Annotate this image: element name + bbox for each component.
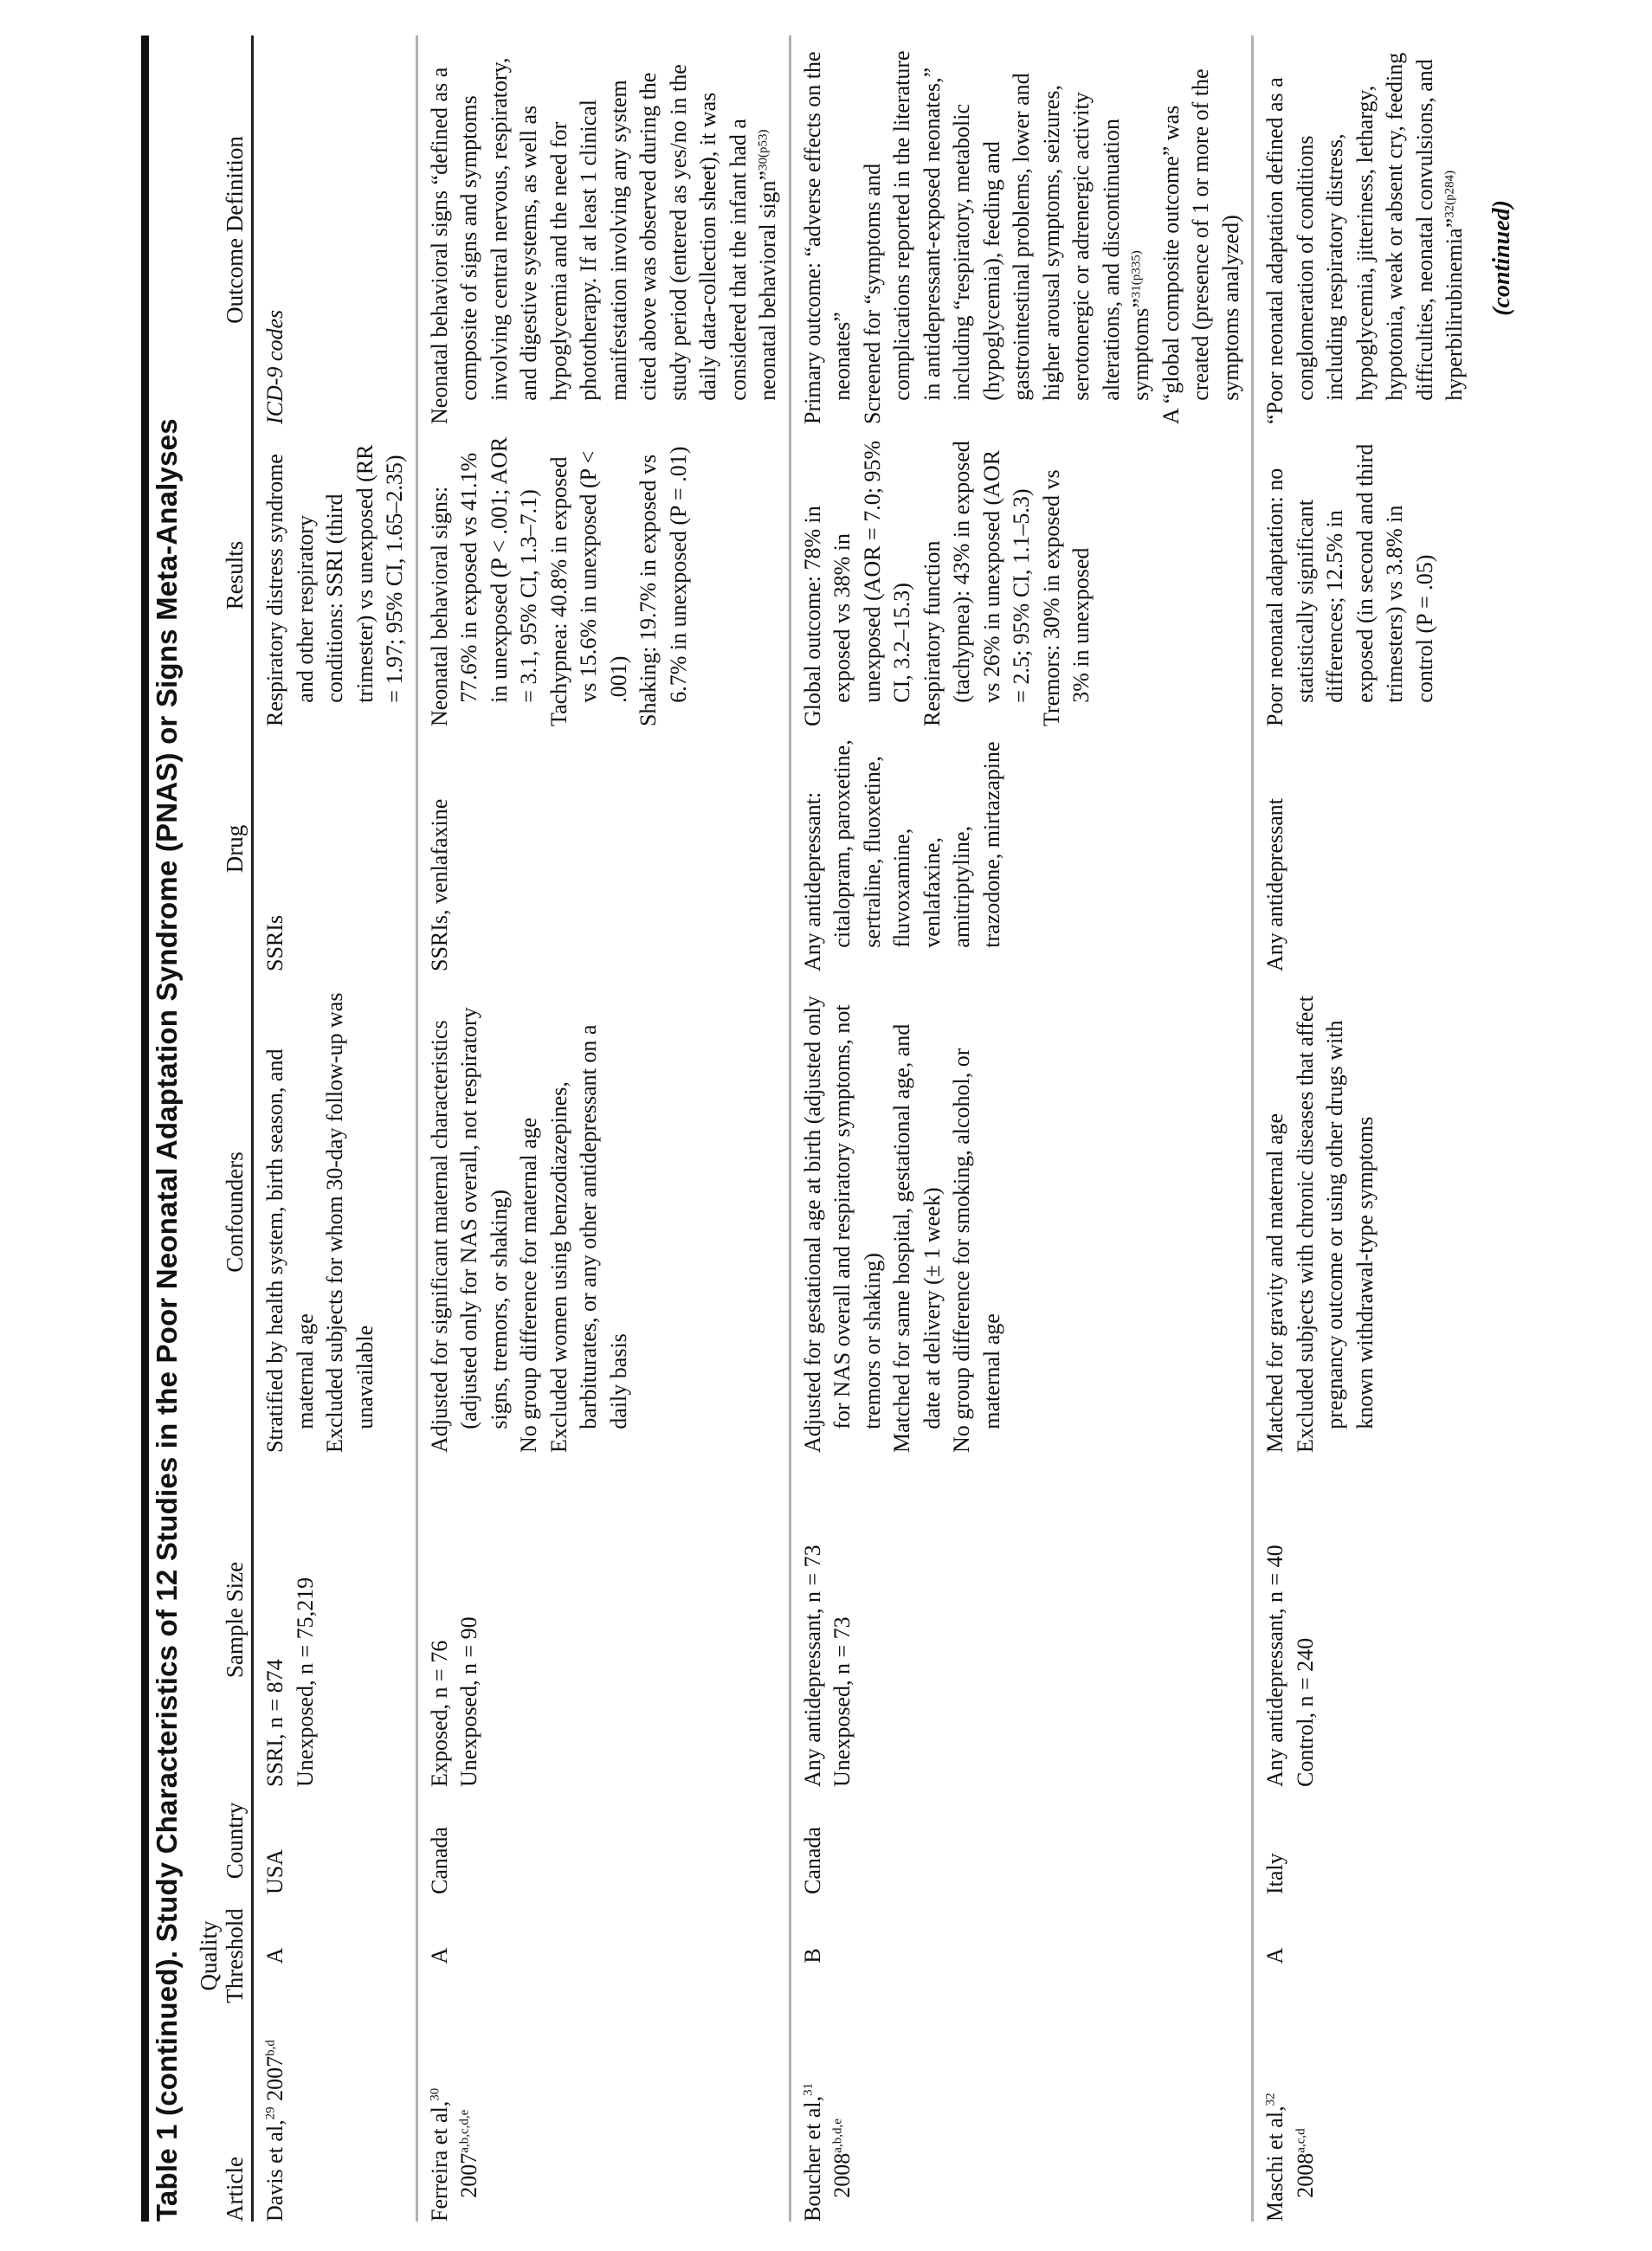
table-flow xyxy=(254,35,1517,2222)
article-year: 2008 xyxy=(1292,2152,1318,2198)
table-row xyxy=(791,35,1255,2222)
paragraph-text: SSRIs, venlafaxine xyxy=(426,798,452,971)
paragraph-text: No group difference for maternal age xyxy=(516,1117,541,1453)
table-header xyxy=(192,35,254,2222)
confounders-paragraph xyxy=(1291,984,1381,1453)
drug-paragraph xyxy=(798,739,1008,971)
article-authors: Boucher et al, xyxy=(799,2095,825,2222)
confounders-paragraph xyxy=(425,984,515,1453)
citation-superscript: 32(p284) xyxy=(1442,170,1457,218)
results-paragraph xyxy=(798,436,918,726)
column-header-label: Sample Size xyxy=(222,1561,248,1679)
column-header-label: Drug xyxy=(222,824,248,874)
sample-size-paragraph xyxy=(455,1465,485,1787)
column-header-label: Results xyxy=(222,540,248,610)
column-header-label: Outcome Definition xyxy=(222,136,248,324)
outcome-cell xyxy=(798,35,1247,424)
article-authors: Ferreira et al, xyxy=(426,2100,452,2222)
article-notes: a,c,d xyxy=(1293,2128,1307,2153)
drug-cell xyxy=(1261,726,1470,971)
paragraph-text: Matched for same hospital, gestational age, and date at delivery (± 1 week) xyxy=(889,1023,945,1453)
sample-size-paragraph xyxy=(291,1465,321,1787)
paragraph-text: Matched for gravity and maternal age xyxy=(1262,1113,1287,1453)
column-header-label: Confounders xyxy=(222,1151,248,1273)
sample-size-paragraph xyxy=(1261,1465,1291,1787)
article-cell xyxy=(261,2017,410,2222)
outcome-paragraph xyxy=(425,48,784,424)
results-paragraph xyxy=(1037,436,1097,726)
country: Canada xyxy=(799,1827,825,1894)
paragraph-text: Neonatal behavioral signs “defined as a composite of signs and symptoms involving central nervous, respiratory, and digestive systems, as well as hypoglycemia and the need for phototherapy. If at least 1 clinical manifestation involving any system cited above was observed during the study period (entered as yes/no in the daily data-collection sheet), it was considered that the infant had a neonatal behavioral sign” xyxy=(426,57,780,424)
country: Canada xyxy=(426,1827,452,1894)
outcome-paragraph xyxy=(1157,48,1247,424)
article-year: 2007 xyxy=(456,2152,481,2198)
article-citation xyxy=(425,2029,485,2222)
quality-threshold: A xyxy=(1262,1947,1287,1964)
paragraph-text: Unexposed, n = 73 xyxy=(829,1616,855,1787)
drug-paragraph xyxy=(425,739,455,971)
table-body xyxy=(254,35,1475,2222)
paragraph-text: Excluded subjects for whom 30-day follow-up was unavailable xyxy=(322,992,378,1453)
paragraph-text: Primary outcome: “adverse effects on the neonates” xyxy=(799,51,855,424)
paragraph-text: Exposed, n = 76 xyxy=(426,1640,452,1787)
column-header xyxy=(192,971,251,1453)
confounders-paragraph xyxy=(798,984,888,1453)
reference-number: 29 xyxy=(263,2106,278,2120)
quality-threshold: A xyxy=(426,1947,452,1964)
confounders-paragraph xyxy=(514,984,545,1453)
outcome-cell xyxy=(1261,35,1470,424)
paragraph-text: Control, n = 240 xyxy=(1292,1637,1318,1787)
country: USA xyxy=(262,1848,287,1894)
confounders-cell xyxy=(261,971,410,1453)
results-cell xyxy=(1261,424,1470,726)
article-year: 2008 xyxy=(829,2152,855,2198)
reference-number: 32 xyxy=(1263,2093,1278,2106)
sample-size-paragraph xyxy=(798,1465,829,1787)
article-cell xyxy=(1261,2017,1470,2222)
table-row xyxy=(418,35,791,2222)
sample-size-cell xyxy=(425,1453,784,1787)
paragraph-text: Excluded women using benzodiazepines, barbiturates, or any other antidepressant on a daily basis xyxy=(545,1024,631,1453)
paragraph-text: Tachypnea: 40.8% in exposed vs 15.6% in unexposed (P < .001) xyxy=(545,450,631,726)
confounders-paragraph xyxy=(887,984,947,1453)
paragraph-text: “Poor neonatal adaptation defined as a conglomeration of conditions including respiratory distress, hypoglycemia, jitteriness, lethargy, hypotonia, weak or absent cry, feeding difficulties, neonatal convulsions, and hyperbilirubinemia” xyxy=(1262,52,1467,424)
column-header-label: Article xyxy=(222,2157,248,2222)
continued-note: (continued) xyxy=(1487,200,1515,316)
paragraph-text: SSRIs xyxy=(262,914,287,971)
paragraph-text: Excluded subjects with chronic diseases that affect pregnancy outcome or using other drugs with known withdrawal-type symptoms xyxy=(1292,995,1378,1453)
reference-number: 30 xyxy=(427,2087,442,2101)
results-cell xyxy=(798,424,1247,726)
paragraph-text: ICD-9 codes xyxy=(262,309,287,424)
paragraph-text: Neonatal behavioral signs: 77.6% in exposed vs 41.1% in unexposed (P < .001; AOR = 3.1, 95% CI, 1.3–7.1) xyxy=(426,436,541,726)
table-row xyxy=(254,35,418,2222)
confounders-paragraph xyxy=(320,984,380,1453)
article-citation xyxy=(1261,2029,1320,2222)
column-header xyxy=(192,35,251,424)
outcome-cell xyxy=(261,35,410,424)
confounders-cell xyxy=(425,971,784,1453)
article-notes: a,b,d,e xyxy=(830,2119,845,2153)
outcome-paragraph xyxy=(1261,48,1470,424)
results-paragraph xyxy=(425,436,545,726)
citation-superscript: 30(p53) xyxy=(756,129,771,171)
drug-cell xyxy=(425,726,784,971)
column-header-label: Quality xyxy=(196,1920,222,1991)
paragraph-text: Poor neonatal adaptation: no statistically significant differences; 12.5% in exposed (in second and third trimesters) vs 3.8% in control (P = .05) xyxy=(1262,443,1437,726)
drug-cell xyxy=(798,726,1247,971)
paragraph-text: Adjusted for gestational age at birth (adjusted only for NAS overall and respiratory symptoms, not tremors or shaking) xyxy=(799,996,885,1453)
sample-size-cell xyxy=(798,1453,1247,1787)
results-cell xyxy=(261,424,410,726)
outcome-paragraph xyxy=(858,48,1157,424)
paragraph-text: Unexposed, n = 75,219 xyxy=(292,1577,318,1787)
table-top-rule xyxy=(141,35,149,2222)
quality-threshold: A xyxy=(262,1947,287,1964)
column-header-label: Threshold xyxy=(222,1908,248,2003)
paragraph-text: SSRI, n = 874 xyxy=(262,1659,287,1787)
drug-paragraph xyxy=(261,739,291,971)
article-citation xyxy=(798,2029,858,2222)
confounders-cell xyxy=(1261,971,1470,1453)
confounders-cell xyxy=(798,971,1247,1453)
article-notes: a,b,c,d,e xyxy=(457,2109,472,2153)
column-header xyxy=(192,424,251,726)
sample-size-paragraph xyxy=(425,1465,455,1787)
paragraph-text: A “global composite outcome” was created (presence of 1 or more of the symptoms analyzed) xyxy=(1158,68,1243,424)
country: Italy xyxy=(1262,1853,1287,1894)
results-cell xyxy=(425,424,784,726)
results-paragraph xyxy=(1261,436,1440,726)
outcome-cell xyxy=(425,35,784,424)
sample-size-paragraph xyxy=(828,1465,858,1787)
results-paragraph xyxy=(545,436,635,726)
column-header xyxy=(192,1894,251,2017)
results-paragraph xyxy=(261,436,410,726)
sample-size-paragraph xyxy=(1291,1465,1321,1787)
column-header xyxy=(192,726,251,971)
drug-cell xyxy=(261,726,410,971)
paragraph-text: No group difference for smoking, alcohol, or maternal age xyxy=(949,1048,1004,1453)
confounders-paragraph xyxy=(1261,984,1291,1453)
paragraph-text: Respiratory function (tachypnea): 43% in exposed vs 26% in unexposed (AOR = 2.5; 95% CI, 1.1–5.3) xyxy=(919,441,1034,726)
column-header xyxy=(192,1453,251,1787)
column-header xyxy=(192,1787,251,1894)
drug-paragraph xyxy=(1261,739,1291,971)
paragraph-text: Any antidepressant xyxy=(1262,797,1287,971)
article-citation xyxy=(261,2029,291,2222)
confounders-paragraph xyxy=(261,984,320,1453)
table-title: Table 1 (continued). Study Characteristics of 12 Studies in the Poor Neonatal Adaptation Syndrome (PNAS) or Signs Meta-Analyses xyxy=(151,418,183,2222)
results-paragraph xyxy=(634,436,694,726)
paragraph-text: Any antidepressant, n = 40 xyxy=(1262,1545,1287,1787)
confounders-paragraph xyxy=(947,984,1007,1453)
paragraph-text: Any antidepressant, n = 73 xyxy=(799,1545,825,1787)
paragraph-text: Shaking: 19.7% in exposed vs 6.7% in unexposed (P = .01) xyxy=(636,446,691,726)
results-paragraph xyxy=(918,436,1037,726)
paragraph-text: Tremors: 30% in exposed vs 3% in unexposed xyxy=(1038,469,1094,726)
article-notes: b,d xyxy=(263,2040,278,2056)
paragraph-text: Adjusted for significant maternal characteristics (adjusted only for NAS overall, not respiratory signs, tremors, or shaking) xyxy=(426,1007,512,1453)
paragraph-text: Screened for “symptoms and complications reported in the literature in antidepressant-exposed neonates,” including “respiratory, metabolic (hypoglycemia), feeding and gastrointestinal problems, lower and higher arousal symptoms, seizures, serotonergic or adrenergic activity alterations, and discontinuation symptoms” xyxy=(859,50,1153,424)
citation-superscript: 31(p335) xyxy=(1129,250,1144,299)
paragraph-text: Unexposed, n = 90 xyxy=(456,1616,481,1787)
reference-number: 31 xyxy=(800,2082,815,2096)
sample-size-cell xyxy=(1261,1453,1470,1787)
outcome-paragraph xyxy=(261,48,291,424)
article-cell xyxy=(798,2017,1247,2222)
quality-threshold: B xyxy=(799,1948,825,1964)
paragraph-text: Respiratory distress syndrome and other respiratory conditions: SSRI (third trimester) vs unexposed (RR = 1.97; 95% CI, 1.65–2.35) xyxy=(262,444,407,726)
outcome-paragraph xyxy=(798,48,858,424)
article-authors: Davis et al, xyxy=(262,2119,287,2222)
paragraph-text: Any antidepressant: citalopram, paroxetine, sertraline, fluoxetine, fluvoxamine, venlafaxine, amitriptyline, trazodone, mirtazapine xyxy=(799,739,1004,971)
paragraph-text: Stratified by health system, birth season, and maternal age xyxy=(262,1048,318,1453)
table-row xyxy=(1254,35,1475,2222)
article-authors: Maschi et al, xyxy=(1262,2106,1287,2222)
article-year: 2007 xyxy=(262,2055,287,2101)
sample-size-paragraph xyxy=(261,1465,291,1787)
sample-size-cell xyxy=(261,1453,410,1787)
paragraph-text: Global outcome: 78% in exposed vs 38% in unexposed (AOR = 7.0; 95% CI, 3.2–15.3) xyxy=(799,440,914,726)
article-cell xyxy=(425,2017,784,2222)
column-header xyxy=(192,2017,251,2222)
confounders-paragraph xyxy=(545,984,635,1453)
column-header-label: Country xyxy=(222,1802,248,1880)
